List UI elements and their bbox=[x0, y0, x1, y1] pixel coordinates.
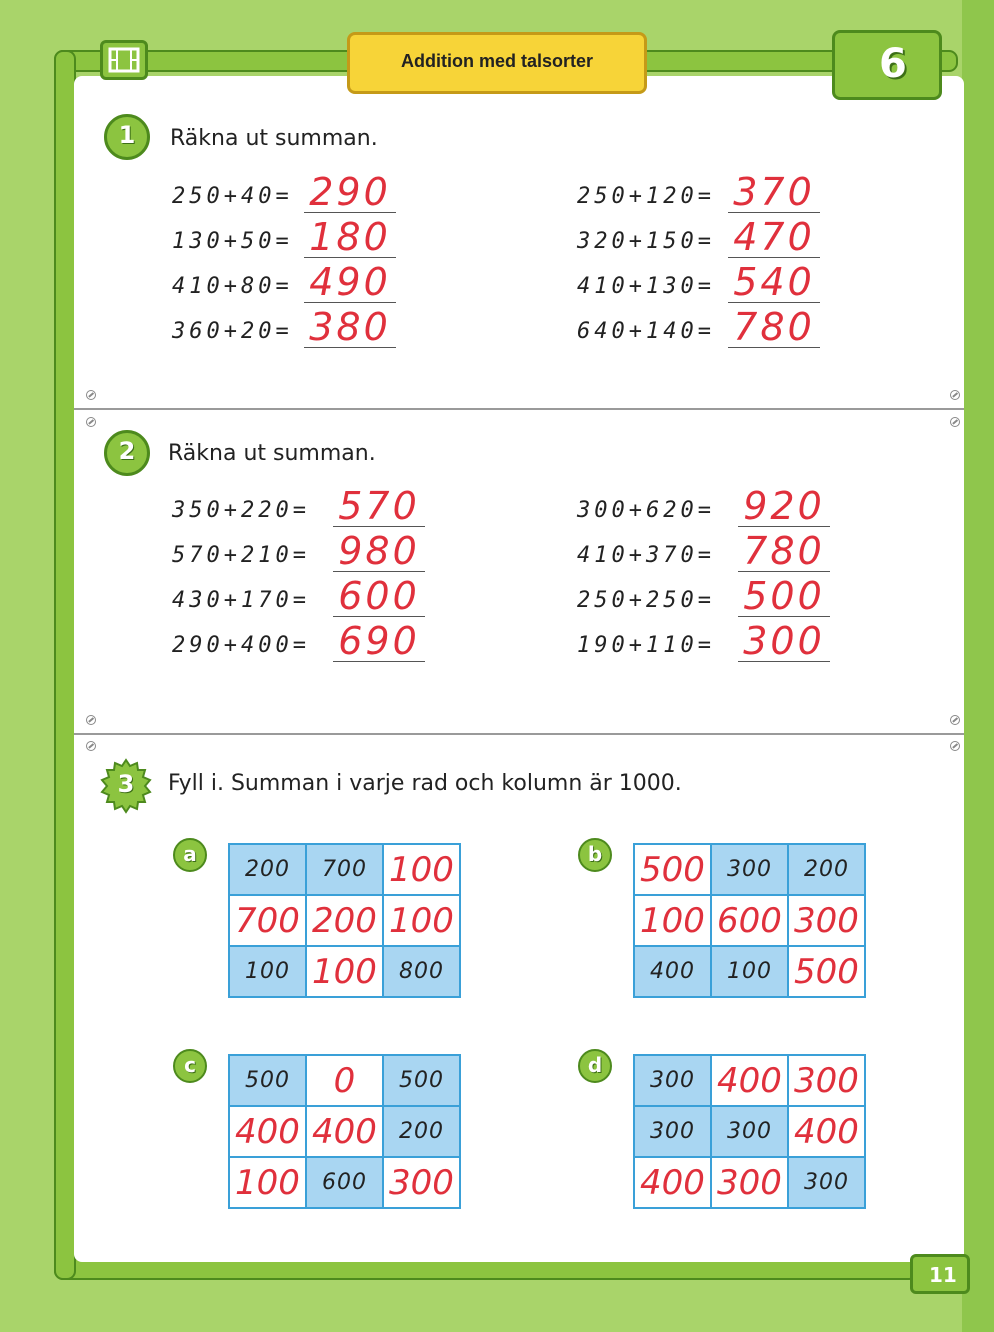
answer-cell[interactable]: 400 bbox=[229, 1106, 306, 1157]
given-cell: 100 bbox=[711, 946, 788, 997]
answer-cell[interactable]: 200 bbox=[306, 895, 383, 946]
answer-cell[interactable]: 300 bbox=[788, 1055, 865, 1106]
page-title: Addition med talsorter bbox=[400, 51, 593, 71]
chapter-number: 6 bbox=[879, 41, 907, 87]
page-number-badge bbox=[910, 1254, 970, 1294]
given-cell: 300 bbox=[788, 1157, 865, 1208]
pipe-left bbox=[54, 50, 76, 1280]
given-cell: 700 bbox=[306, 844, 383, 895]
sub-badge-c bbox=[173, 1049, 207, 1083]
given-cell: 300 bbox=[711, 1106, 788, 1157]
given-cell: 800 bbox=[383, 946, 460, 997]
sub-label: a bbox=[183, 842, 197, 866]
given-cell: 300 bbox=[634, 1106, 711, 1157]
screw-icon bbox=[950, 417, 960, 427]
answer-cell[interactable]: 100 bbox=[229, 1157, 306, 1208]
title-plate bbox=[347, 32, 647, 94]
page-number: 11 bbox=[929, 1263, 957, 1287]
answer-cell[interactable]: 100 bbox=[306, 946, 383, 997]
answer[interactable]: 780 bbox=[738, 531, 830, 572]
answer[interactable]: 920 bbox=[738, 486, 830, 527]
task-instruction: Räkna ut summan. bbox=[168, 441, 376, 466]
given-cell: 200 bbox=[788, 844, 865, 895]
answer-cell[interactable]: 400 bbox=[788, 1106, 865, 1157]
equation: 410+130= bbox=[577, 274, 715, 299]
answer[interactable]: 570 bbox=[333, 486, 425, 527]
answer-cell[interactable]: 500 bbox=[634, 844, 711, 895]
task-badge-2 bbox=[104, 430, 150, 476]
answer[interactable]: 490 bbox=[304, 262, 396, 303]
task-badge-1 bbox=[104, 114, 150, 160]
equation: 360+20= bbox=[172, 319, 293, 344]
answer-cell[interactable]: 700 bbox=[229, 895, 306, 946]
section-divider bbox=[74, 733, 964, 735]
magic-square-b bbox=[633, 843, 866, 998]
screw-icon bbox=[86, 417, 96, 427]
task-number: 3 bbox=[117, 770, 135, 798]
answer[interactable]: 300 bbox=[738, 621, 830, 662]
sub-label: b bbox=[587, 842, 603, 866]
section-divider bbox=[74, 408, 964, 410]
screw-icon bbox=[950, 390, 960, 400]
film-icon bbox=[100, 40, 148, 80]
answer[interactable]: 540 bbox=[728, 262, 820, 303]
answer[interactable]: 180 bbox=[304, 217, 396, 258]
equation: 250+250= bbox=[577, 588, 715, 613]
given-cell: 500 bbox=[229, 1055, 306, 1106]
given-cell: 500 bbox=[383, 1055, 460, 1106]
equation: 570+210= bbox=[172, 543, 310, 568]
answer[interactable]: 690 bbox=[333, 621, 425, 662]
answer[interactable]: 380 bbox=[304, 307, 396, 348]
answer-cell[interactable]: 500 bbox=[788, 946, 865, 997]
answer-cell[interactable]: 100 bbox=[634, 895, 711, 946]
equation: 430+170= bbox=[172, 588, 310, 613]
task-instruction: Räkna ut summan. bbox=[170, 126, 378, 151]
equation: 350+220= bbox=[172, 498, 310, 523]
given-cell: 100 bbox=[229, 946, 306, 997]
screw-icon bbox=[950, 741, 960, 751]
sub-label: c bbox=[184, 1053, 196, 1077]
given-cell: 600 bbox=[306, 1157, 383, 1208]
magic-square-a bbox=[228, 843, 461, 998]
answer-cell[interactable]: 600 bbox=[711, 895, 788, 946]
answer[interactable]: 500 bbox=[738, 576, 830, 617]
answer[interactable]: 290 bbox=[304, 172, 396, 213]
answer[interactable]: 980 bbox=[333, 531, 425, 572]
equation: 190+110= bbox=[577, 633, 715, 658]
sub-badge-d bbox=[578, 1049, 612, 1083]
task-instruction: Fyll i. Summan i varje rad och kolumn är 1000. bbox=[168, 771, 682, 796]
equation: 300+620= bbox=[577, 498, 715, 523]
equation: 130+50= bbox=[172, 229, 293, 254]
answer-cell[interactable]: 300 bbox=[711, 1157, 788, 1208]
given-cell: 400 bbox=[634, 946, 711, 997]
chapter-badge bbox=[832, 30, 942, 100]
answer-cell[interactable]: 100 bbox=[383, 844, 460, 895]
answer-cell[interactable]: 300 bbox=[383, 1157, 460, 1208]
answer[interactable]: 470 bbox=[728, 217, 820, 258]
given-cell: 300 bbox=[711, 844, 788, 895]
background-stripe bbox=[962, 0, 994, 1332]
gear-icon bbox=[96, 756, 156, 816]
given-cell: 200 bbox=[229, 844, 306, 895]
equation: 250+120= bbox=[577, 184, 715, 209]
equation: 250+40= bbox=[172, 184, 293, 209]
given-cell: 300 bbox=[634, 1055, 711, 1106]
equation: 290+400= bbox=[172, 633, 310, 658]
answer-cell[interactable]: 400 bbox=[634, 1157, 711, 1208]
screw-icon bbox=[86, 715, 96, 725]
answer[interactable]: 600 bbox=[333, 576, 425, 617]
sub-badge-b bbox=[578, 838, 612, 872]
answer-cell[interactable]: 300 bbox=[788, 895, 865, 946]
answer-cell[interactable]: 400 bbox=[306, 1106, 383, 1157]
answer-cell[interactable]: 0 bbox=[306, 1055, 383, 1106]
answer-cell[interactable]: 100 bbox=[383, 895, 460, 946]
magic-square-c bbox=[228, 1054, 461, 1209]
magic-square-d bbox=[633, 1054, 866, 1209]
answer-cell[interactable]: 400 bbox=[711, 1055, 788, 1106]
equation: 320+150= bbox=[577, 229, 715, 254]
equation: 410+80= bbox=[172, 274, 293, 299]
screw-icon bbox=[950, 715, 960, 725]
screw-icon bbox=[86, 390, 96, 400]
answer[interactable]: 370 bbox=[728, 172, 820, 213]
answer[interactable]: 780 bbox=[728, 307, 820, 348]
sub-badge-a bbox=[173, 838, 207, 872]
sub-label: d bbox=[587, 1053, 603, 1077]
equation: 410+370= bbox=[577, 543, 715, 568]
task-number: 1 bbox=[118, 121, 136, 149]
equation: 640+140= bbox=[577, 319, 715, 344]
task-number: 2 bbox=[118, 437, 136, 465]
screw-icon bbox=[86, 741, 96, 751]
given-cell: 200 bbox=[383, 1106, 460, 1157]
